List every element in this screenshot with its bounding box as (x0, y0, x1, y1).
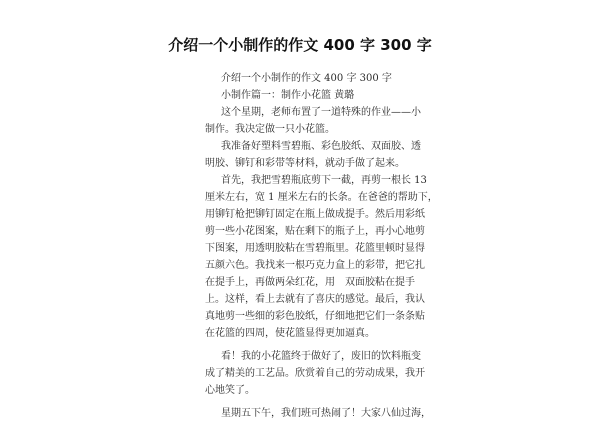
paragraph-line: 下图案，用透明胶粘在雪碧瓶里。花篮里顿时显得 (205, 243, 425, 254)
paragraph (205, 172, 438, 342)
paragraph-line: 这个星期，老师布置了一道特殊的作业——小 (221, 107, 421, 118)
paragraph-line: 剪一些小花图案，贴在剩下的瓶子上，再小心地剪 (205, 226, 425, 237)
paragraph (205, 405, 431, 422)
paragraph-line: 真地剪一些细的彩色胶纸，仔细地把它们一条条贴 (205, 311, 425, 322)
document-title: 介绍一个小制作的作文 400 字 300 字 (168, 36, 432, 54)
paragraph-line: 上。这样，看上去就有了喜庆的感觉。最后，我认 (205, 294, 425, 305)
paragraph-line: 成了精美的工艺品。欣赏着自己的劳动成果，我开 (205, 368, 425, 379)
paragraph (205, 348, 425, 399)
paragraph (205, 104, 421, 138)
paragraph-line: 看！我的小花篮终于做好了，废旧的饮料瓶变 (221, 351, 421, 362)
paragraph-line: 五颜六色。我找来一根巧克力盒上的彩带，把它扎 (205, 260, 425, 271)
paragraph-line: 厘米左右，宽 1 厘米左右的长条。在爸爸的帮助下， (205, 192, 438, 203)
paragraph-line: 星期五下午，我们班可热闹了！大家八仙过海， (221, 408, 431, 419)
paragraph-line: 在花篮的四周，使花篮显得更加逼真。 (205, 328, 375, 339)
paragraph-line: 在提手上，再做两朵红花，用 双面胶粘在提手 (205, 277, 415, 288)
paragraph-line: 制作。我决定做一只小花篮。 (205, 124, 335, 135)
paragraph-line: 首先，我把雪碧瓶底剪下一截，再剪一根长 13 (221, 175, 427, 186)
document-body (205, 70, 438, 422)
document-subtitle: 介绍一个小制作的作文 400 字 300 字 (221, 73, 392, 84)
paragraph-line: 用铆钉枪把铆钉固定在瓶上做成提手。然后用彩纸 (205, 209, 425, 220)
section-heading: 小制作篇一：制作小花篮 黄璐 (221, 90, 355, 101)
paragraph-line: 我准备好塑料雪碧瓶、彩色胶纸、双面胶、透 (221, 141, 421, 152)
paragraph (205, 138, 421, 172)
paragraph-line: 心地笑了。 (205, 385, 255, 396)
paragraph-line: 明胶、铆钉和彩带等材料，就动手做了起来。 (205, 158, 405, 169)
